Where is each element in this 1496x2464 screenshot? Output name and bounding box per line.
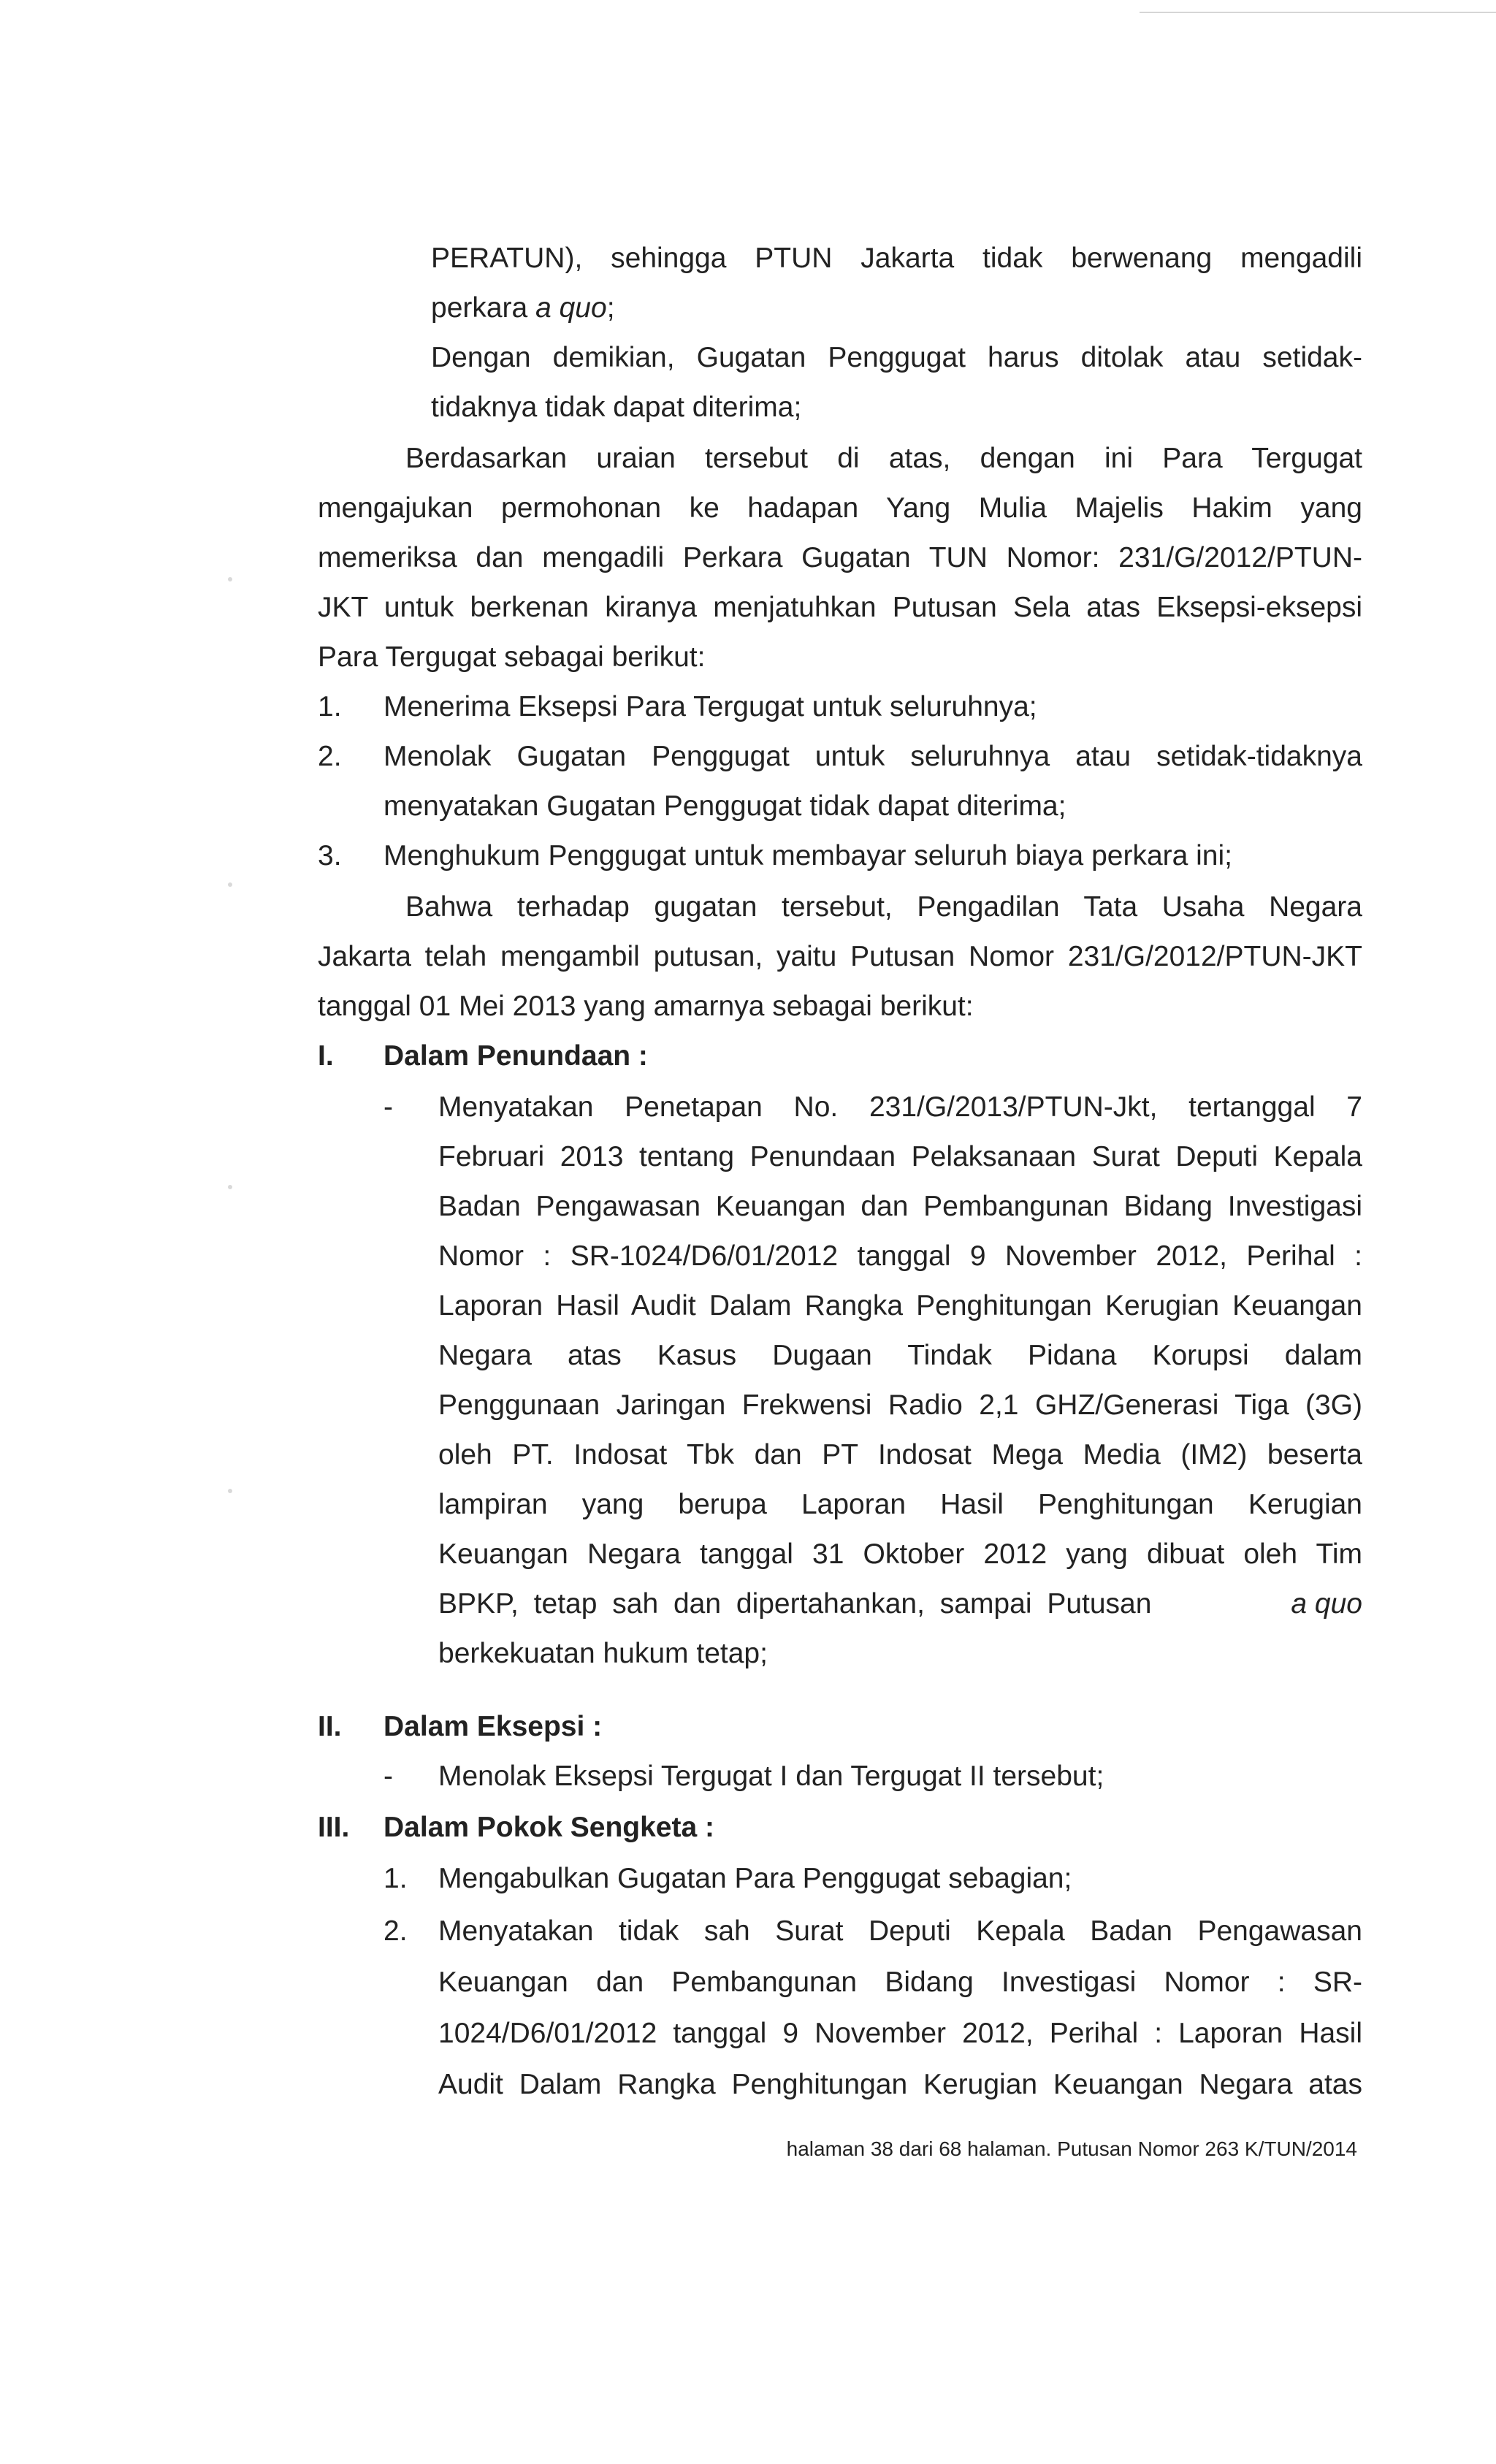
text-line: oleh PT. Indosat Tbk dan PT Indosat Mega Media (IM2) beserta bbox=[438, 1439, 1362, 1471]
list-item: menyatakan Gugatan Penggugat tidak dapat diterima; bbox=[383, 790, 1066, 822]
text-line: Nomor : SR-1024/D6/01/2012 tanggal 9 November 2012, Perihal : bbox=[438, 1240, 1362, 1272]
text-line: memeriksa dan mengadili Perkara Gugatan TUN Nomor: 231/G/2012/PTUN- bbox=[318, 542, 1362, 573]
text-line: PERATUN), sehingga PTUN Jakarta tidak berwenang mengadili bbox=[431, 243, 1362, 274]
text-line: Februari 2013 tentang Penundaan Pelaksanaan Surat Deputi Kepala bbox=[438, 1141, 1362, 1172]
text-line: Keuangan dan Pembangunan Bidang Investigasi Nomor : SR- bbox=[438, 1967, 1362, 1998]
section-roman-numeral: III. bbox=[318, 1812, 350, 1843]
text-line: 1024/D6/01/2012 tanggal 9 November 2012, Perihal : Laporan Hasil bbox=[438, 2018, 1362, 2049]
text-line: Audit Dalam Rangka Penghitungan Kerugian Keuangan Negara atas bbox=[438, 2069, 1362, 2100]
text-line: Bahwa terhadap gugatan tersebut, Pengadilan Tata Usaha Negara bbox=[405, 891, 1362, 923]
text-line: Jakarta telah mengambil putusan, yaitu Putusan Nomor 231/G/2012/PTUN-JKT bbox=[318, 941, 1362, 972]
list-number: 2. bbox=[383, 1915, 408, 1947]
text-line: Menyatakan Penetapan No. 231/G/2013/PTUN-Jkt, tertanggal 7 bbox=[438, 1091, 1362, 1123]
list-item: Menghukum Penggugat untuk membayar seluruh biaya perkara ini; bbox=[383, 840, 1233, 871]
section-heading: Dalam Pokok Sengketa : bbox=[383, 1812, 714, 1843]
list-item: Menolak Gugatan Penggugat untuk seluruhnya atau setidak-tidaknya bbox=[383, 741, 1362, 772]
text-line: tidaknya tidak dapat diterima; bbox=[431, 392, 802, 423]
text-line: tanggal 01 Mei 2013 yang amarnya sebagai berikut: bbox=[318, 991, 974, 1022]
text-line: BPKP, tetap sah dan dipertahankan, sampai Putusan a quo bbox=[438, 1588, 1362, 1620]
list-item: Menerima Eksepsi Para Tergugat untuk seluruhnya; bbox=[383, 691, 1037, 722]
list-number: 2. bbox=[318, 741, 342, 772]
text-line: Para Tergugat sebagai berikut: bbox=[318, 641, 706, 673]
section-heading: Dalam Eksepsi : bbox=[383, 1711, 603, 1742]
text-line: Negara atas Kasus Dugaan Tindak Pidana Korupsi dalam bbox=[438, 1340, 1362, 1371]
text-line: mengajukan permohonan ke hadapan Yang Mulia Majelis Hakim yang bbox=[318, 492, 1362, 524]
text-line: Menolak Eksepsi Tergugat I dan Tergugat II tersebut; bbox=[438, 1761, 1104, 1792]
text-line: lampiran yang berupa Laporan Hasil Penghitungan Kerugian bbox=[438, 1489, 1362, 1520]
section-heading: Dalam Penundaan : bbox=[383, 1040, 648, 1072]
text-line: Penggunaan Jaringan Frekwensi Radio 2,1 GHZ/Generasi Tiga (3G) bbox=[438, 1389, 1362, 1421]
text-line: JKT untuk berkenan kiranya menjatuhkan Putusan Sela atas Eksepsi-eksepsi bbox=[318, 592, 1362, 623]
list-number: 3. bbox=[318, 840, 342, 871]
list-item: Menyatakan tidak sah Surat Deputi Kepala Badan Pengawasan bbox=[438, 1915, 1362, 1947]
section-roman-numeral: II. bbox=[318, 1711, 342, 1742]
page-footer: halaman 38 dari 68 halaman. Putusan Nomor 263 K/TUN/2014 bbox=[786, 2137, 1357, 2160]
list-number: 1. bbox=[383, 1863, 408, 1894]
list-item: Mengabulkan Gugatan Para Penggugat sebagian; bbox=[438, 1863, 1072, 1894]
text-line: Laporan Hasil Audit Dalam Rangka Penghitungan Kerugian Keuangan bbox=[438, 1290, 1362, 1321]
text-line: Dengan demikian, Gugatan Penggugat harus ditolak atau setidak- bbox=[431, 342, 1362, 373]
text-line: berkekuatan hukum tetap; bbox=[438, 1638, 768, 1669]
section-roman-numeral: I. bbox=[318, 1040, 334, 1072]
text-line: Badan Pengawasan Keuangan dan Pembangunan Bidang Investigasi bbox=[438, 1191, 1362, 1222]
dash-bullet: - bbox=[383, 1761, 393, 1792]
text-line: Keuangan Negara tanggal 31 Oktober 2012 yang dibuat oleh Tim bbox=[438, 1538, 1362, 1570]
text-line: perkara a quo; bbox=[431, 292, 615, 324]
dash-bullet: - bbox=[383, 1091, 393, 1123]
list-number: 1. bbox=[318, 691, 342, 722]
text-line: Berdasarkan uraian tersebut di atas, dengan ini Para Tergugat bbox=[405, 443, 1362, 474]
